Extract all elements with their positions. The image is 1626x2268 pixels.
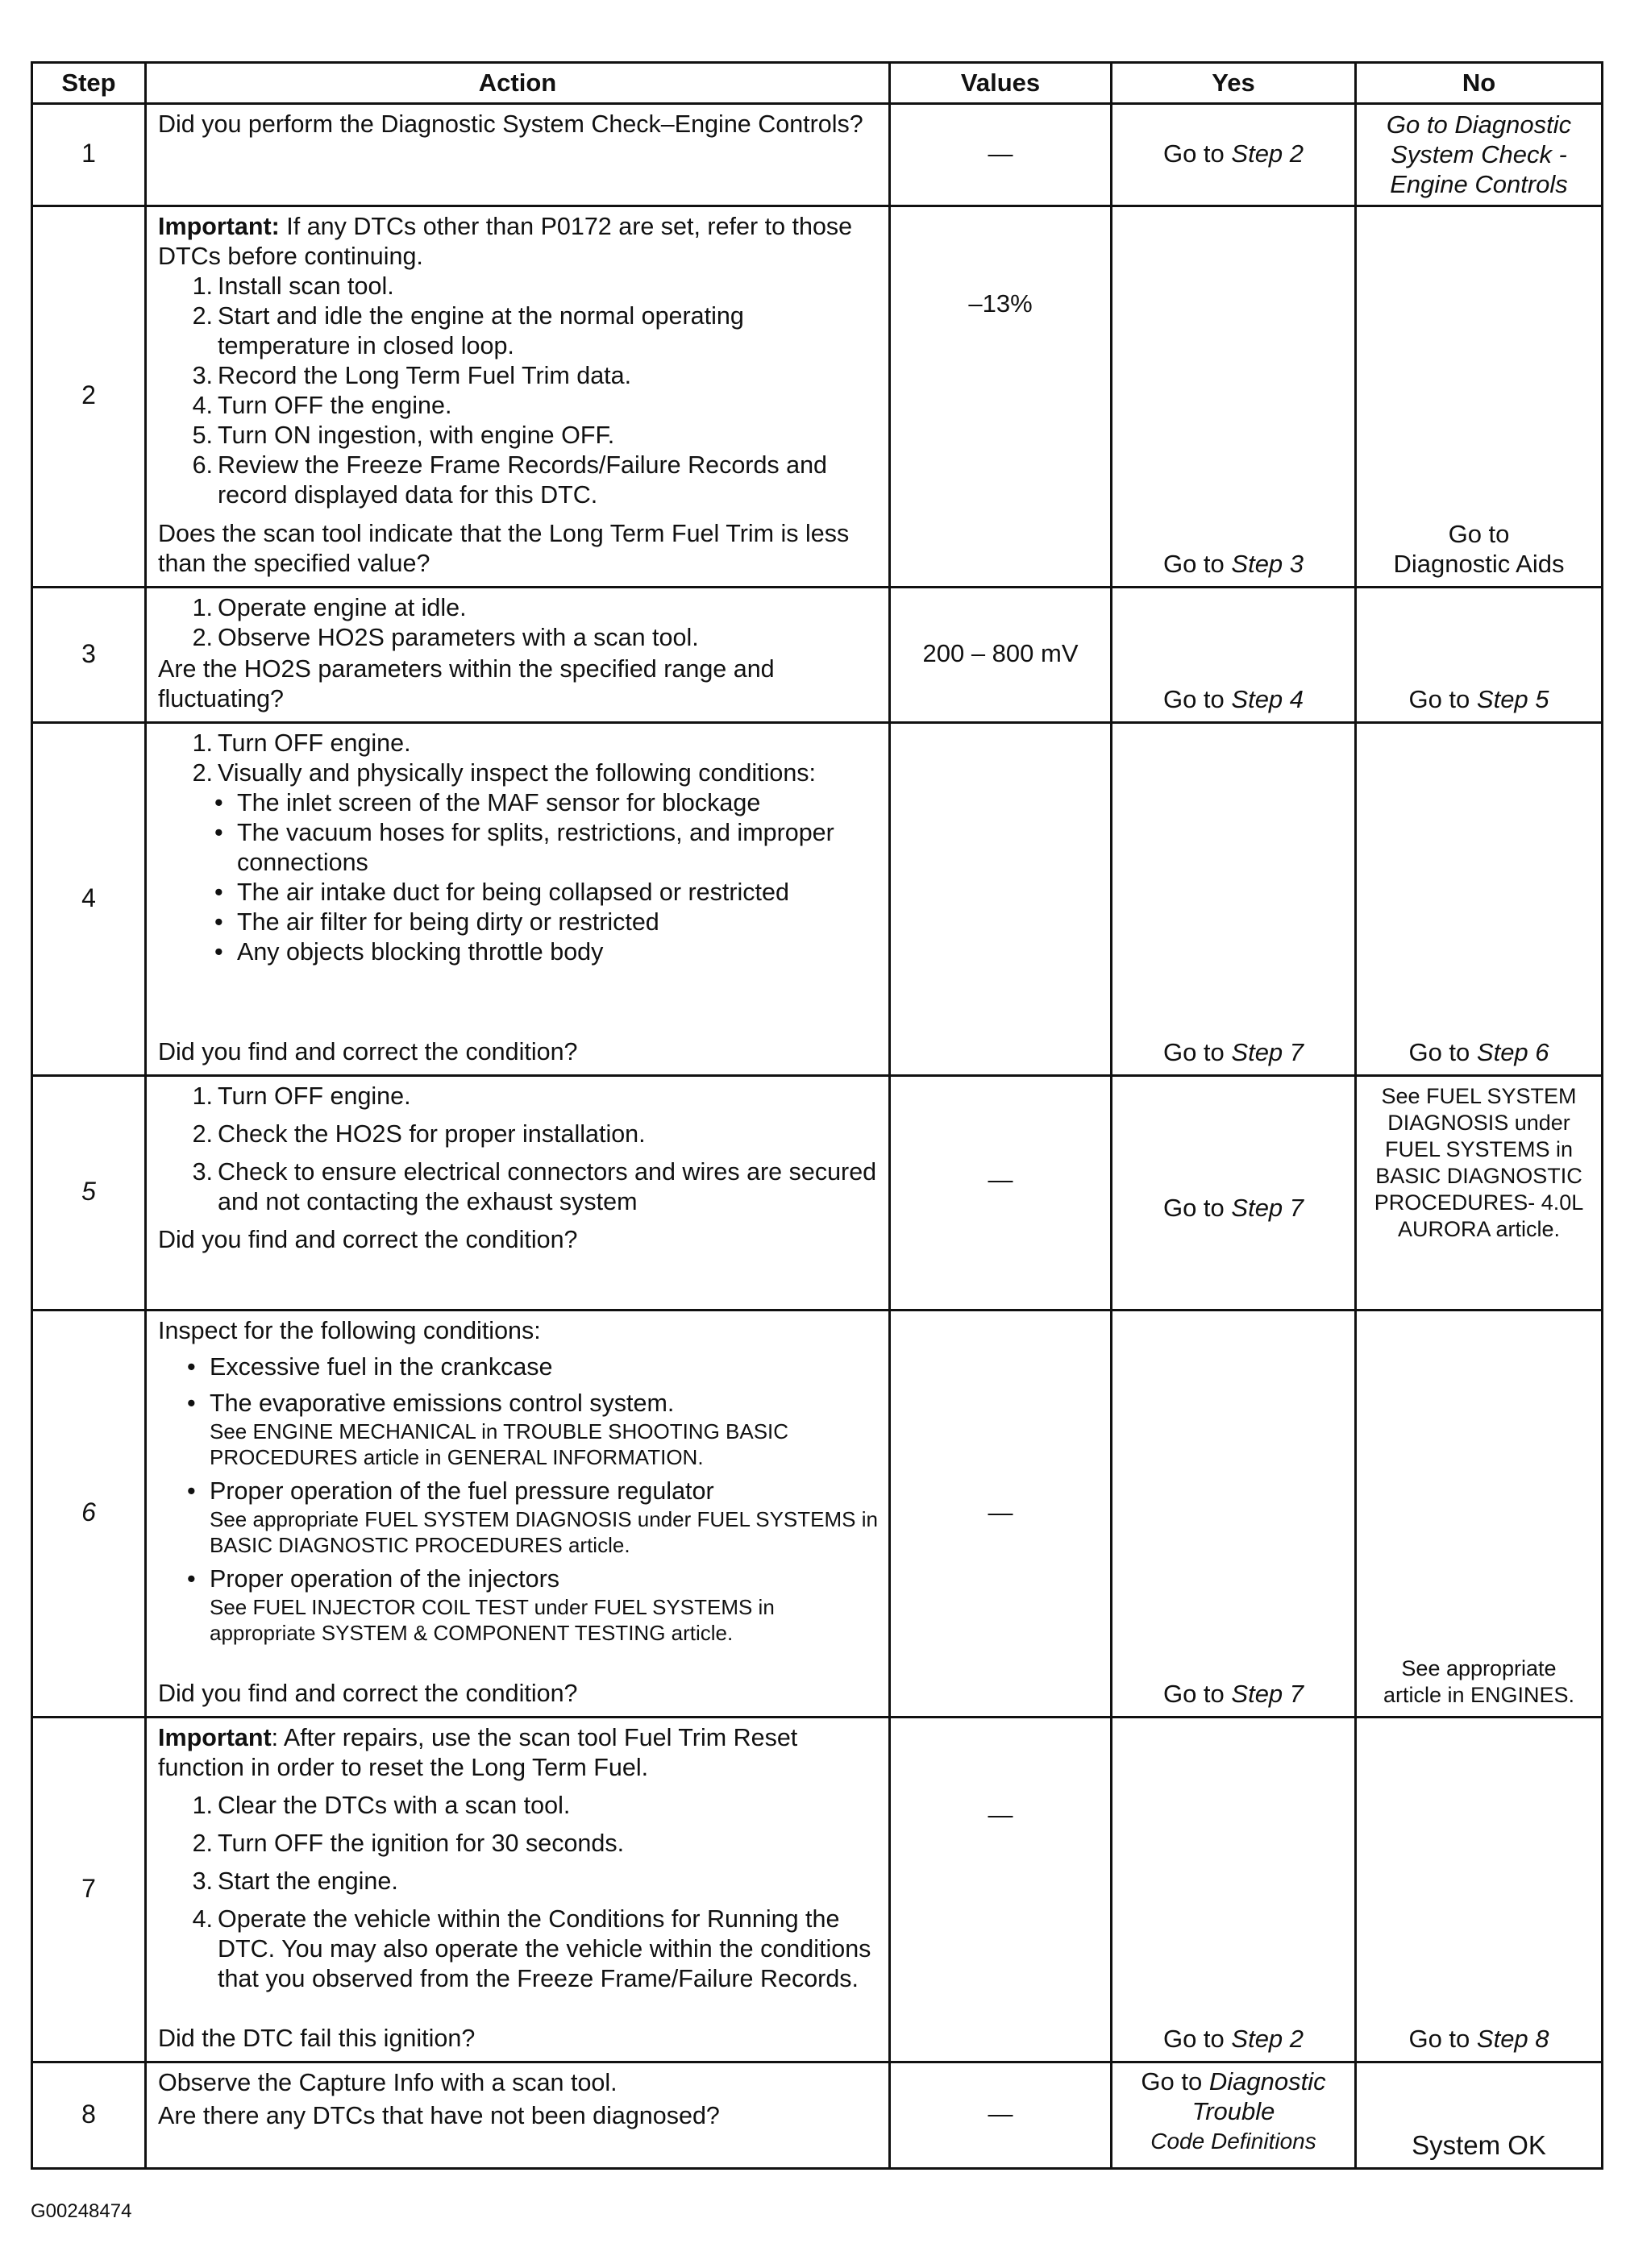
intro-text: Inspect for the following conditions:	[158, 1317, 541, 1344]
yes-cell: Go to Diagnostic Trouble Code Definitions	[1141, 2067, 1326, 2154]
yes-cell: Go to Step 7	[1162, 1680, 1304, 1708]
table-row	[32, 588, 1603, 723]
step-number: 4	[81, 883, 96, 912]
no-cell: See FUEL SYSTEM DIAGNOSIS under FUEL SYSTEMS in BASIC DIAGNOSTIC PROCEDURES- 4.0L AURORA article.	[1374, 1084, 1584, 1241]
header-no: No	[1356, 63, 1603, 104]
value-cell: 200 – 800 mV	[922, 639, 1079, 667]
question-text: Did you find and correct the condition?	[158, 1680, 578, 1707]
yes-cell: Go to Step 7	[1162, 1194, 1304, 1222]
step-number: 7	[81, 1873, 96, 1903]
value-cell: —	[988, 1801, 1013, 1829]
step-number: 2	[81, 380, 96, 409]
yes-cell: Go to Step 4	[1162, 685, 1304, 713]
action-cell: Important: After repairs, use the scan tool Fuel Trim Reset function in order to reset the Long Term Fuel. 1. Clear the DTCs with a scan tool. 2. Turn OFF the ignition for 30 seconds. 3. Start the engine. 4. Operate the vehicle within the Conditions for Running the DTC. You may also operate the vehicle within the conditions that you observed from the Freeze Frame/Failure Records. Did the DTC fail this ignition?	[147, 1718, 888, 2058]
no-cell: Go to Diagnostic System Check - Engine Controls	[1386, 110, 1572, 198]
header-yes: Yes	[1112, 63, 1356, 104]
action-text: Did you perform the Diagnostic System Check–Engine Controls?	[158, 110, 863, 138]
question-text: Did you find and correct the condition?	[158, 1038, 578, 1065]
table-row	[32, 1311, 1603, 1718]
step-number: 6	[81, 1497, 96, 1527]
action-cell: Important: If any DTCs other than P0172 are set, refer to those DTCs before continuing. 1. Install scan tool. 2. Start and idle the engine at the normal operating temperature in closed loop. 3. Record the Long Term Fuel Trim data. 4. Turn OFF the engine. 5. Turn ON ingestion, with engine OFF. 6. Review the Freeze Frame Records/Failure Records and record displayed data for this DTC. Does the scan tool indicate that the Long Term Fuel Trim is less than the specified value?	[147, 207, 888, 584]
no-cell: Go to Step 5	[1408, 685, 1549, 713]
question-text: Did the DTC fail this ignition?	[158, 2025, 476, 2052]
action-cell	[147, 105, 888, 144]
step-number: 5	[81, 1177, 96, 1206]
action-cell	[147, 588, 888, 719]
header-values: Values	[890, 63, 1112, 104]
important-label: Important:	[158, 213, 280, 240]
no-cell: See appropriate article in ENGINES.	[1383, 1656, 1575, 1707]
action-cell	[147, 1311, 888, 1713]
header-action: Action	[146, 63, 890, 104]
step-list: 1. Turn OFF engine. 2. Check the HO2S for proper installation. 3. Check to ensure electrical connectors and wires are secured and not contacting the exhaust system	[192, 1082, 877, 1215]
diagnostic-table	[31, 61, 1603, 2170]
yes-cell: Go to Step 3	[1162, 550, 1304, 578]
value-cell: —	[988, 1165, 1013, 1194]
step-number: 1	[81, 139, 96, 168]
value-cell	[891, 724, 1110, 1072]
value-cell: —	[988, 139, 1013, 168]
step-list: 1. Turn OFF engine. 2. Visually and physically inspect the following conditions:	[192, 729, 817, 787]
table-row	[32, 1076, 1603, 1311]
important-label: Important	[158, 1724, 272, 1751]
no-cell: System OK	[1412, 2130, 1546, 2160]
question-text: Did you find and correct the condition?	[158, 1226, 578, 1253]
no-cell: Go to Diagnostic Aids	[1393, 520, 1565, 578]
table-row	[32, 2062, 1603, 2169]
no-cell: Go to Step 6	[1408, 1038, 1549, 1066]
action-text: Observe the Capture Info with a scan tool.	[158, 2069, 618, 2096]
table-row	[32, 1718, 1603, 2062]
step-list: 1. Clear the DTCs with a scan tool. 2. Turn OFF the ignition for 30 seconds. 3. Start the engine. 4. Operate the vehicle within the Conditions for Running the DTC. You may also operate the vehicle within the conditions that you observed from the Freeze Frame/Failure Records.	[192, 1792, 871, 1992]
value-cell: —	[988, 1497, 1013, 1527]
header-row	[32, 63, 1603, 104]
table-row	[32, 104, 1603, 206]
yes-cell: Go to Step 2	[1162, 2025, 1304, 2053]
step-list: 1. Operate engine at idle. 2. Observe HO2S parameters with a scan tool.	[192, 594, 699, 651]
question-text: Are there any DTCs that have not been diagnosed?	[158, 2102, 720, 2129]
table-row	[32, 723, 1603, 1076]
table-row	[32, 206, 1603, 588]
value-cell: —	[988, 2100, 1013, 2128]
action-cell	[147, 724, 888, 1072]
step-number: 3	[81, 638, 96, 668]
header-step: Step	[32, 63, 146, 104]
yes-cell: Go to Step 2	[1162, 139, 1304, 168]
yes-cell: Go to Step 7	[1162, 1038, 1304, 1066]
value-cell: –13%	[968, 289, 1033, 318]
question-text: Does the scan tool indicate that the Long Term Fuel Trim is less than the specified value?	[158, 520, 850, 577]
condition-list: • Excessive fuel in the crankcase • The evaporative emissions control system. See ENGINE MECHANICAL in TROUBLE SHOOTING BASIC PROCEDURES article in GENERAL INFORMATION. • Proper operation of the fuel pressure regulator See appropriate FUEL SYSTEM DIAGNOSIS under FUEL SYSTEMS in BASIC DIAGNOSTIC PROCEDURES article. • Proper operation of the injectors See FUEL INJECTOR COIL TEST under FUEL SYSTEMS in appropriate SYSTEM & COMPONENT TESTING article.	[158, 1352, 880, 1646]
figure-id: G00248474	[31, 2200, 132, 2222]
action-cell	[147, 2063, 888, 2136]
condition-list: • The inlet screen of the MAF sensor for blockage • The vacuum hoses for splits, restrictions, and improper connections • The air intake duct for being collapsed or restricted • The air filter for being dirty or restricted • Any objects blocking throttle body	[158, 788, 880, 967]
question-text: Are the HO2S parameters within the specified range and fluctuating?	[158, 655, 775, 712]
step-list: 1. Install scan tool. 2. Start and idle the engine at the normal operating temperature in closed loop. 3. Record the Long Term Fuel Trim data. 4. Turn OFF the engine. 5. Turn ON ingestion, with engine OFF. 6. Review the Freeze Frame Records/Failure Records and record displayed data for this DTC.	[192, 272, 828, 509]
no-cell: Go to Step 8	[1408, 2025, 1549, 2053]
action-cell	[147, 1077, 888, 1306]
step-number: 8	[81, 2099, 96, 2129]
